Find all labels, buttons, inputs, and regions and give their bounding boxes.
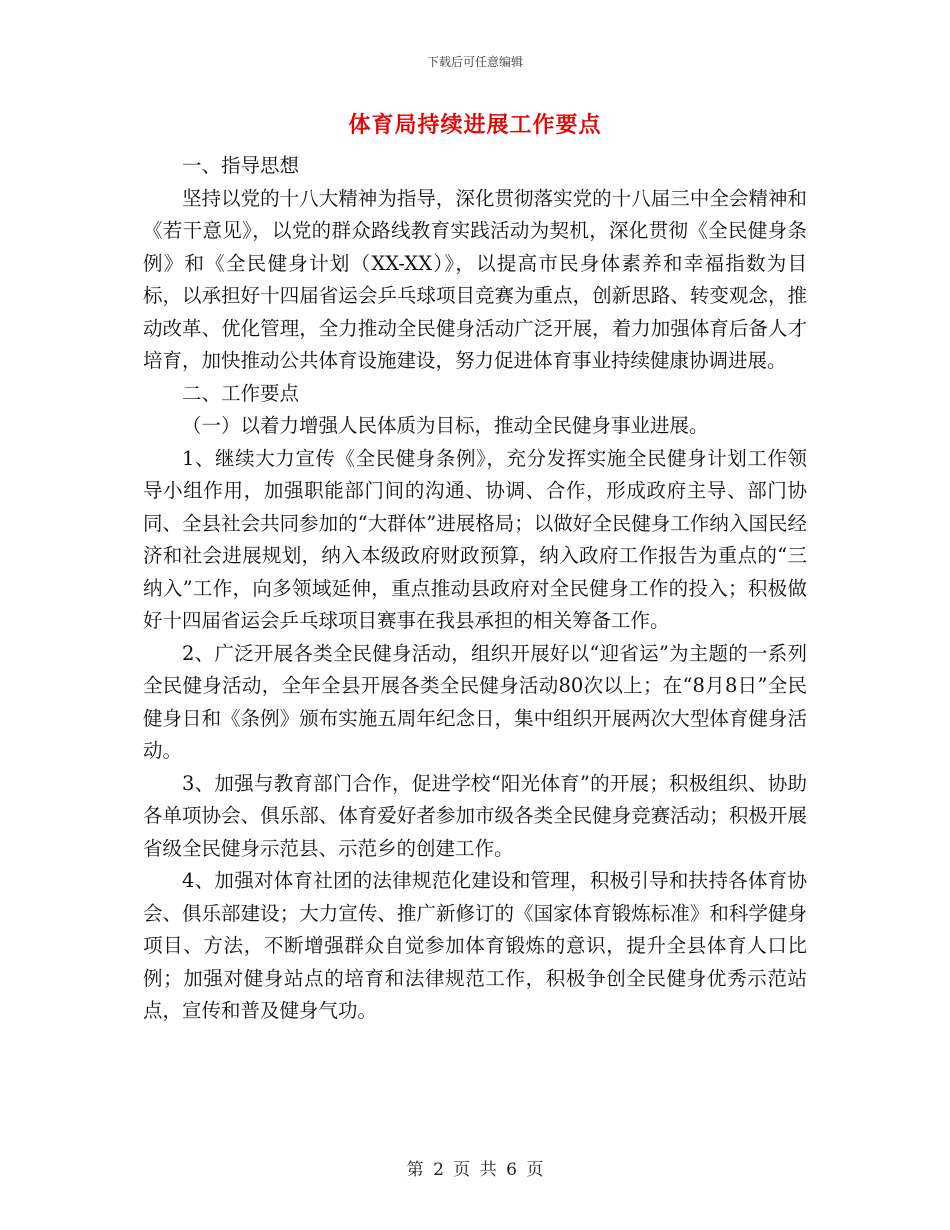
document-body — [143, 150, 807, 1028]
section-heading-guiding-ideology: 一、指导思想 — [182, 154, 300, 177]
document-title: 体育局持续进展工作要点 — [348, 112, 602, 138]
body-paragraph: 3、加强与教育部门合作，促进学校“阳光体育”的开展；积极组织、协助各单项协会、俱乐部、体育爱好者参加市级各类全民健身竞赛活动；积极开展省级全民健身示范县、示范乡的创建工作。 — [143, 771, 807, 860]
body-paragraph: 1、继续大力宣传《全民健身条例》，充分发挥实施全民健身计划工作领导小组作用，加强职能部门间的沟通、协调、合作，形成政府主导、部门协同、全县社会共同参加的“大群体”进展格局；以做好全民健身工作纳入国民经济和社会进展规划，纳入本级政府财政预算，纳入政府工作报告为重点的“三纳入”工作，向多领域延伸，重点推动县政府对全民健身工作的投入；积极做好十四届省运会乒乓球项目赛事在我县承担的相关筹备工作。 — [143, 446, 807, 632]
header-note: 下载后可任意编辑 — [426, 55, 523, 69]
body-paragraph: 4、加强对体育社团的法律规范化建设和管理，积极引导和扶持各体育协会、俱乐部建设；大力宣传、推广新修订的《国家体育锻炼标准》和科学健身项目、方法，不断增强群众自觉参加体育锻炼的意识，提升全县体育人口比例；加强对健身站点的培育和法律规范工作，积极争创全民健身优秀示范站点，宣传和普及健身气功。 — [143, 869, 807, 1022]
section-heading-work-points: 二、工作要点 — [182, 381, 300, 405]
body-paragraph: 2、广泛开展各类全民健身活动，组织开展好以“迎省运”为主题的一系列全民健身活动，全年全县开展各类全民健身活动80次以上；在“8月8日”全民健身日和《条例》颁布实施五周年纪念日，集中组织开展两次大型体育健身活动。 — [143, 641, 807, 762]
subsection-heading: （一）以着力增强人民体质为目标，推动全民健身事业进展。 — [182, 414, 709, 437]
page-number: 第 2 页 共 6 页 — [406, 1160, 544, 1180]
body-paragraph: 坚持以党的十八大精神为指导，深化贯彻落实党的十八届三中全会精神和《若干意见》，以党的群众路线教育实践活动为契机，深化贯彻《全民健身条例》和《全民健身计划（XX-XX）》，以提高市民身体素养和幸福指数为目标，以承担好十四届省运会乒乓球项目竞赛为重点，创新思路、转变观念，推动改革、优化管理，全力推动全民健身活动广泛开展，着力加强体育后备人才培育，加快推动公共体育设施建设，努力促进体育事业持续健康协调进展。 — [143, 186, 807, 372]
